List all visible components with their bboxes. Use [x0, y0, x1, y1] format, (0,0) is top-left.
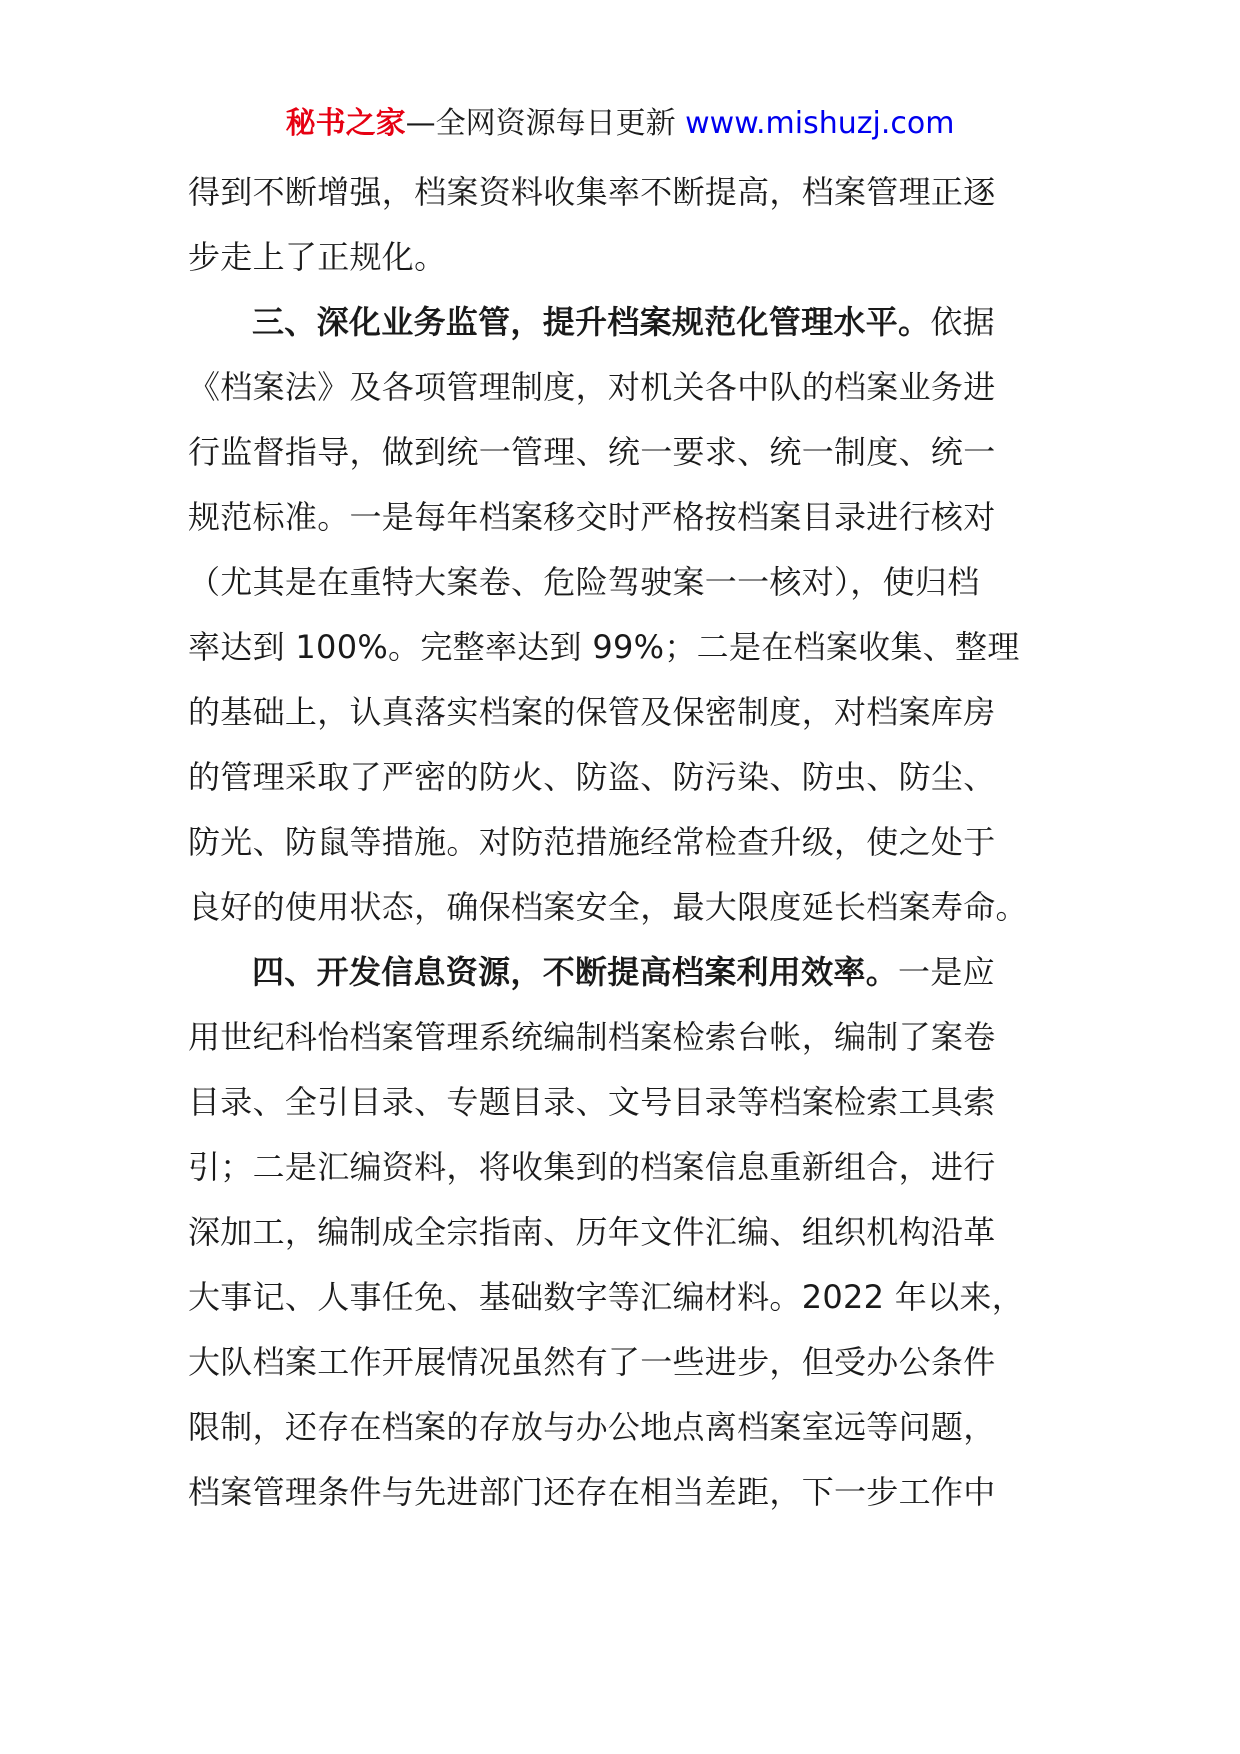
- text-line: 行监督指导，做到统一管理、统一要求、统一制度、统一: [188, 433, 996, 471]
- text-line: 限制，还存在档案的存放与办公地点离档案室远等问题，: [188, 1408, 996, 1446]
- text-line: 目录、全引目录、专题目录、文号目录等档案检索工具索: [188, 1083, 996, 1121]
- text-line: 防光、防鼠等措施。对防范措施经常检查升级，使之处于: [188, 823, 996, 861]
- text-line: 规范标准。一是每年档案移交时严格按档案目录进行核对: [188, 498, 996, 536]
- section-4-line: [188, 940, 1078, 1005]
- text-line: 步走上了正规化。: [188, 238, 447, 276]
- document-body: [188, 160, 1078, 1525]
- text-line: 率达到 100%。完整率达到 99%；二是在档案收集、整理: [188, 628, 1020, 666]
- text-line: 档案管理条件与先进部门还存在相当差距，下一步工作中: [188, 1473, 996, 1511]
- text-line: 深加工，编制成全宗指南、历年文件汇编、组织机构沿革: [188, 1213, 996, 1251]
- text-line: 大事记、人事任免、基础数字等汇编材料。2022 年以来，: [188, 1278, 1025, 1316]
- section-3-line: [188, 290, 1078, 355]
- text-line: （尤其是在重特大案卷、危险驾驶案一一核对），使归档: [188, 563, 980, 601]
- site-url-link[interactable]: www.mishuzj.com: [685, 106, 955, 141]
- site-header: [0, 104, 1240, 144]
- text-line: 的管理采取了严密的防火、防盗、防污染、防虫、防尘、: [188, 758, 996, 796]
- text-line: 良好的使用状态，确保档案安全，最大限度延长档案寿命。: [188, 888, 1028, 926]
- text-line: 的基础上，认真落实档案的保管及保密制度，对档案库房: [188, 693, 996, 731]
- text-line: 用世纪科怡档案管理系统编制档案检索台帐，编制了案卷: [188, 1018, 996, 1056]
- text-line: 大队档案工作开展情况虽然有了一些进步，但受办公条件: [188, 1343, 996, 1381]
- text-line: 得到不断增强，档案资料收集率不断提高，档案管理正逐: [188, 173, 996, 211]
- section-4-heading: 四、开发信息资源，不断提高档案利用效率。: [252, 953, 899, 991]
- text-run: 依据: [930, 303, 995, 341]
- text-line: 引；二是汇编资料，将收集到的档案信息重新组合，进行: [188, 1148, 996, 1186]
- section-3-heading: 三、深化业务监管，提升档案规范化管理水平。: [252, 303, 931, 341]
- site-tagline: —全网资源每日更新: [405, 106, 686, 141]
- text-line: 《档案法》及各项管理制度，对机关各中队的档案业务进: [188, 368, 996, 406]
- site-brand: 秘书之家: [285, 106, 406, 141]
- text-run: 一是应: [898, 953, 995, 991]
